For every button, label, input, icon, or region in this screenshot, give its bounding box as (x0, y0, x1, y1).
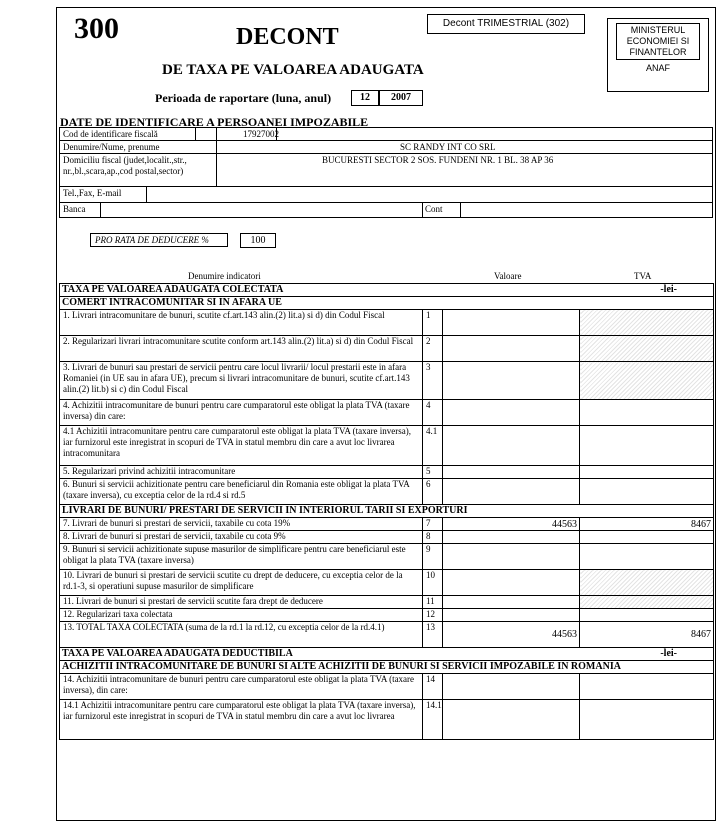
indicator-row (60, 362, 714, 400)
section-header-row (60, 505, 714, 518)
section-header (60, 284, 714, 297)
column-header-vat: TVA (634, 271, 652, 281)
address-label: Domiciliu fiscal (judet,localit.,str., nr.,bl.,scara,ap.,cod postal,sector) (63, 155, 187, 176)
indicator-description: 8. Livrari de bunuri si prestari de servicii, taxabile cu cota 9% (60, 531, 423, 544)
name-value[interactable]: SC RANDY INT CO SRL (400, 142, 496, 152)
ministry-stamp (607, 18, 709, 92)
indicator-description: 13. TOTAL TAXA COLECTATA (suma de la rd.1 la rd.12, cu exceptia celor de la rd.4.1) (60, 622, 423, 648)
declaration-type-box: Decont TRIMESTRIAL (302) (427, 14, 585, 34)
fiscal-code-row (59, 127, 713, 141)
vat-cell[interactable] (580, 400, 714, 426)
indicator-description: 12. Regularizari taxa colectata (60, 609, 423, 622)
section-title: LIVRARI DE BUNURI/ PRESTARI DE SERVICII IN INTERIORUL TARII SI EXPORTURI (62, 505, 468, 516)
fiscal-code-label: Cod de identificare fiscală (63, 129, 158, 139)
section-title: ACHIZITII INTRACOMUNITARE DE BUNURI SI ALTE ACHIZITII DE BUNURI SI SERVICII IMPOZABILE IN ROMANIA (62, 661, 621, 672)
indicator-row (60, 622, 714, 648)
value-cell[interactable] (443, 570, 580, 596)
indicator-row (60, 426, 714, 466)
bank-label: Banca (63, 204, 86, 214)
row-number: 5 (423, 466, 443, 479)
document-subtitle: DE TAXA PE VALOAREA ADAUGATA (162, 62, 424, 78)
period-year-field[interactable]: 2007 (379, 90, 423, 106)
indicator-description: 9. Bunuri si servicii achizitionate supuse masurilor de simplificare pentru care beneficiarul este obligat la plata TVA (taxare inversa) (60, 544, 423, 570)
vat-cell[interactable] (580, 310, 714, 336)
section-header-row (60, 661, 714, 674)
value-cell[interactable] (443, 310, 580, 336)
indicator-description: 4. Achizitii intracomunitare de bunuri pentru care cumparatorul este obligat la plata TVA (taxare inversa) din care: (60, 400, 423, 426)
row-number: 10 (423, 570, 443, 596)
value-cell[interactable] (443, 466, 580, 479)
vat-cell[interactable] (580, 362, 714, 400)
row-number: 4.1 (423, 426, 443, 466)
row-number: 6 (423, 479, 443, 505)
vat-cell[interactable] (580, 426, 714, 466)
ministry-line-3: FINANTELOR (629, 47, 687, 57)
vat-cell[interactable] (580, 609, 714, 622)
indicator-row (60, 609, 714, 622)
ministry-line-2: ECONOMIEI SI (626, 36, 690, 46)
section-title: TAXA PE VALOAREA ADAUGATA COLECTATA (62, 284, 284, 295)
indicator-description: 6. Bunuri si servicii achizitionate pentru care beneficiarul din Romania este obligat la plata TVA (taxare inversa), cu exceptia celor de la rd.4 si rd.5 (60, 479, 423, 505)
row-number: 4 (423, 400, 443, 426)
contact-label: Tel.,Fax, E-mail (63, 188, 122, 198)
ministry-line-1: MINISTERUL (630, 25, 686, 35)
section-title: TAXA PE VALOAREA ADAUGATA DEDUCTIBILA (62, 648, 293, 659)
section-header (60, 297, 714, 310)
vat-cell[interactable]: 8467 (580, 518, 714, 531)
value-cell[interactable] (443, 674, 580, 700)
indicator-row (60, 674, 714, 700)
indicator-row (60, 479, 714, 505)
currency-unit-label: -lei- (660, 648, 677, 659)
account-label: Cont (425, 204, 443, 214)
fiscal-code-value[interactable]: 17927002 (243, 129, 279, 139)
value-cell[interactable] (443, 700, 580, 740)
indicator-description: 1. Livrari intracomunitare de bunuri, scutite cf.art.143 alin.(2) lit.a) si d) din Codul Fiscal (60, 310, 423, 336)
value-cell[interactable] (443, 400, 580, 426)
indicators-body (60, 284, 714, 740)
indicator-row (60, 531, 714, 544)
address-row (59, 153, 713, 187)
indicator-description: 4.1 Achizitii intracomunitare pentru care cumparatorul este obligat la plata TVA (taxare inversa), iar furnizorul este inregistrat in scopuri de TVA in statul membru din care a avut loc livrarea intracomunitara (60, 426, 423, 466)
section-header (60, 661, 714, 674)
vat-cell[interactable]: 8467 (580, 622, 714, 648)
vat-cell[interactable] (580, 596, 714, 609)
currency-unit-label: -lei- (660, 284, 677, 295)
period-month-field[interactable]: 12 (351, 90, 379, 106)
indicator-row (60, 310, 714, 336)
section-header (60, 505, 714, 518)
document-title: DECONT (236, 24, 339, 50)
value-cell[interactable] (443, 544, 580, 570)
indicator-description: 11. Livrari de bunuri si prestari de servicii scutite fara drept de deducere (60, 596, 423, 609)
bank-row (59, 202, 713, 218)
ministry-name-box (616, 23, 700, 60)
prorata-label: PRO RATA DE DEDUCERE % (90, 233, 228, 247)
vat-cell[interactable] (580, 531, 714, 544)
vat-cell[interactable] (580, 700, 714, 740)
value-cell[interactable] (443, 426, 580, 466)
indicator-row (60, 400, 714, 426)
identification-section-title: DATE DE IDENTIFICARE A PERSOANEI IMPOZABILE (60, 115, 369, 129)
row-number: 11 (423, 596, 443, 609)
section-header-row (60, 284, 714, 297)
row-number: 9 (423, 544, 443, 570)
indicator-row (60, 466, 714, 479)
indicator-row (60, 700, 714, 740)
indicator-row (60, 336, 714, 362)
column-header-indicators: Denumire indicatori (188, 271, 261, 281)
indicator-row (60, 518, 714, 531)
value-cell[interactable] (443, 336, 580, 362)
row-number: 14 (423, 674, 443, 700)
value-cell[interactable] (443, 531, 580, 544)
row-number: 14.1 (423, 700, 443, 740)
row-number: 8 (423, 531, 443, 544)
vat-cell[interactable] (580, 479, 714, 505)
vat-cell[interactable] (580, 336, 714, 362)
vat-cell[interactable] (580, 674, 714, 700)
row-number: 3 (423, 362, 443, 400)
section-title: COMERT INTRACOMUNITAR SI IN AFARA UE (62, 297, 282, 308)
indicators-table (59, 283, 714, 740)
period-label: Perioada de raportare (luna, anul) (155, 91, 332, 105)
row-number: 12 (423, 609, 443, 622)
section-header-row (60, 297, 714, 310)
name-label: Denumire/Nume, prenume (63, 142, 160, 152)
indicator-row (60, 596, 714, 609)
row-number: 1 (423, 310, 443, 336)
indicator-description: 14.1 Achizitii intracomunitare pentru care cumparatorul este obligat la plata TVA (taxare inversa), iar furnizorul este inregistrat in scopuri de TVA in statul membru din care a avut loc livrarea (60, 700, 423, 740)
indicator-description: 3. Livrari de bunuri sau prestari de servicii pentru care locul livrarii/ locul prestarii este in afara Romaniei (in UE sau in afara UE), precum si livrari intracomunitare de bunuri, scutite cf.art.143 alin.(2) lit.b) si c) din Codul Fiscal (60, 362, 423, 400)
name-row (59, 140, 713, 154)
value-cell[interactable]: 44563 (443, 518, 580, 531)
vat-cell[interactable] (580, 466, 714, 479)
value-cell[interactable] (443, 609, 580, 622)
row-number: 2 (423, 336, 443, 362)
contact-row (59, 186, 713, 202)
indicator-description: 10. Livrari de bunuri si prestari de servicii scutite cu drept de deducere, cu exceptia celor de la rd.1-3, si operatiuni supuse masurilor de simplificare (60, 570, 423, 596)
value-cell[interactable] (443, 362, 580, 400)
indicator-description: 14. Achizitii intracomunitare de bunuri pentru care cumparatorul este obligat la plata TVA (taxare inversa), din care: (60, 674, 423, 700)
indicator-description: 7. Livrari de bunuri si prestari de servicii, taxabile cu cota 19% (60, 518, 423, 531)
form-code: 300 (74, 12, 119, 45)
address-value[interactable]: BUCURESTI SECTOR 2 SOS. FUNDENI NR. 1 BL. 38 AP 36 (322, 155, 554, 165)
value-cell[interactable] (443, 596, 580, 609)
indicator-description: 5. Regularizari privind achizitii intracomunitare (60, 466, 423, 479)
indicator-description: 2. Regularizari livrari intracomunitare scutite conform art.143 alin.(2) lit.a) si d) din Codul Fiscal (60, 336, 423, 362)
indicator-row (60, 570, 714, 596)
value-cell[interactable]: 44563 (443, 622, 580, 648)
section-header (60, 648, 714, 661)
agency-name: ANAF (645, 63, 670, 73)
prorata-value[interactable]: 100 (240, 233, 276, 248)
value-cell[interactable] (443, 479, 580, 505)
section-header-row (60, 648, 714, 661)
row-number: 13 (423, 622, 443, 648)
row-number: 7 (423, 518, 443, 531)
vat-cell[interactable] (580, 570, 714, 596)
column-header-value: Valoare (494, 271, 522, 281)
vat-cell[interactable] (580, 544, 714, 570)
indicator-row (60, 544, 714, 570)
